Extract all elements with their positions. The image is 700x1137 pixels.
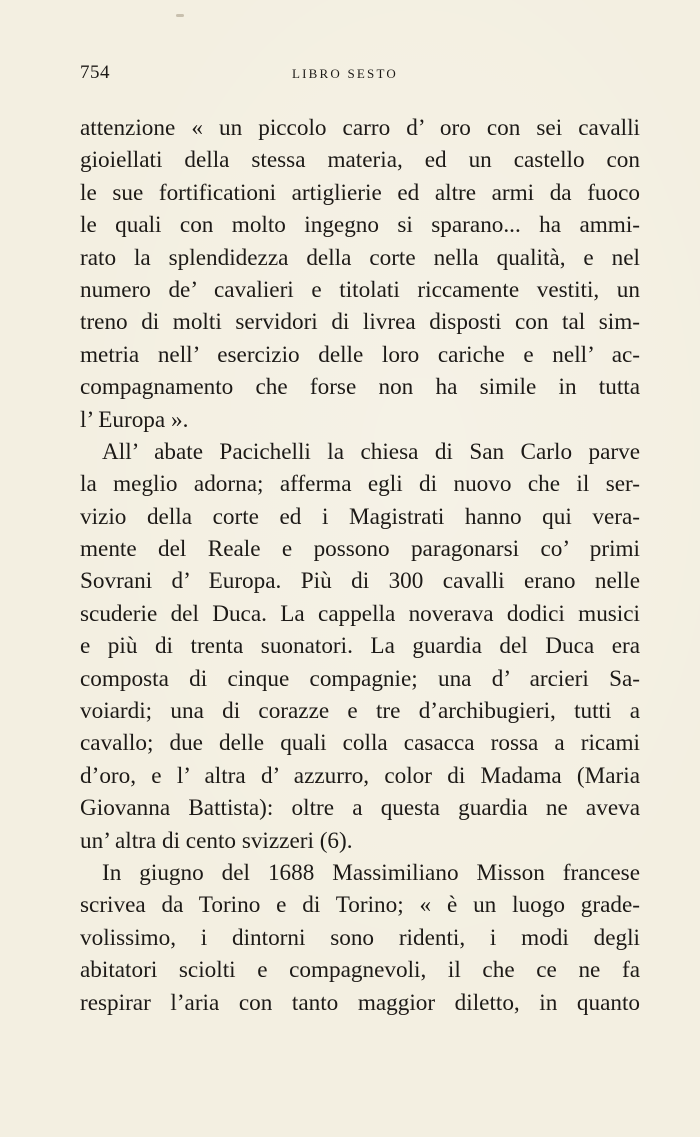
- text-line: un’ altra di cento svizzeri (6).: [80, 827, 353, 854]
- text-line: mente del Reale e possono paragonarsi co’ primi: [80, 536, 640, 563]
- text-line: Giovanna Battista): oltre a questa guardia ne aveva: [80, 795, 640, 822]
- text-line: la meglio adorna; afferma egli di nuovo che il ser-: [80, 471, 640, 498]
- text-line: Sovrani d’ Europa. Più di 300 cavalli erano nelle: [80, 568, 640, 595]
- text-line: vizio della corte ed i Magistrati hanno qui vera-: [80, 503, 640, 530]
- text-line: metria nell’ esercizio delle loro cariche e nell’ ac-: [80, 341, 640, 368]
- text-line: numero de’ cavalieri e titolati riccamente vestiti, un: [80, 276, 640, 303]
- text-line: gioiellati della stessa materia, ed un castello con: [80, 147, 640, 174]
- text-line: composta di cinque compagnie; una d’ arcieri Sa-: [80, 665, 640, 692]
- text-line: All’ abate Pacichelli la chiesa di San Carlo parve: [102, 438, 640, 465]
- text-line: compagnamento che forse non ha simile in tutta: [80, 374, 640, 401]
- text-line: cavallo; due delle quali colla casacca rossa a ricami: [80, 730, 640, 757]
- page-number: 754: [80, 62, 110, 83]
- page-header: [80, 62, 640, 96]
- text-line: treno di molti servidori di livrea disposti con tal sim-: [80, 309, 640, 336]
- paper-speck: [176, 14, 184, 17]
- text-line: volissimo, i dintorni sono ridenti, i modi degli: [80, 924, 640, 951]
- text-line: respirar l’aria con tanto maggior diletto, in quanto: [80, 989, 640, 1016]
- text-line: d’oro, e l’ altra d’ azzurro, color di Madama (Maria: [80, 762, 640, 789]
- text-line: rato la splendidezza della corte nella qualità, e nel: [80, 244, 640, 271]
- text-line: scuderie del Duca. La cappella noverava dodici musici: [80, 600, 640, 627]
- text-line: le sue fortificationi artiglierie ed altre armi da fuoco: [80, 179, 640, 206]
- text-line: le quali con molto ingegno si sparano... ha ammi-: [80, 212, 640, 239]
- text-line: In giugno del 1688 Massimiliano Misson francese: [102, 859, 640, 886]
- body-text: [80, 112, 640, 1019]
- text-line: l’ Europa ».: [80, 406, 189, 433]
- text-line: e più di trenta suonatori. La guardia del Duca era: [80, 633, 640, 660]
- running-head: LIBRO SESTO: [292, 66, 398, 81]
- text-line: attenzione « un piccolo carro d’ oro con sei cavalli: [80, 115, 640, 141]
- text-line: voiardi; una di corazze e tre d’archibugieri, tutti a: [80, 698, 640, 725]
- text-line: abitatori sciolti e compagnevoli, il che ce ne fa: [80, 957, 640, 984]
- text-line: scrivea da Torino e di Torino; « è un luogo grade-: [80, 892, 640, 919]
